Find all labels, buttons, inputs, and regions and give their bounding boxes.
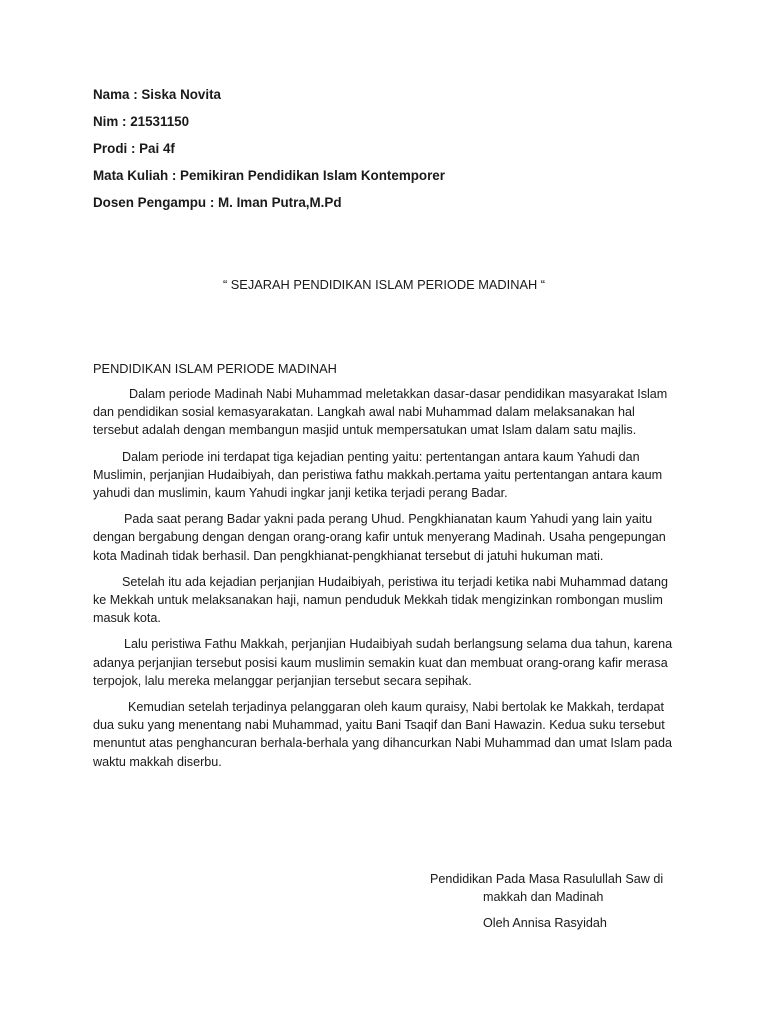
course-name: Mata Kuliah : Pemikiran Pendidikan Islam Kontemporer [93, 168, 445, 183]
student-name: Nama : Siska Novita [93, 87, 222, 102]
student-nim: Nim : 21531150 [93, 114, 190, 129]
source-title-line2: makkah dan Madinah [483, 890, 604, 905]
source-title-line1: Pendidikan Pada Masa Rasulullah Saw di [430, 872, 664, 886]
paragraph: Dalam periode ini terdapat tiga kejadian penting yaitu: pertentangan antara kaum Yahudi dan Muslimin, perjanjian Hudaibiyah, dan peristiwa fathu makkah.pertama yaitu pertentangan antara kaum yahudi dan muslimin, kaum Yahudi ingkar janji ketika terjadi perang Badar. [93, 449, 663, 501]
paragraph: Setelah itu ada kejadian perjanjian Hudaibiyah, peristiwa itu terjadi ketika nabi Muhammad datang ke Mekkah untuk melaksanakan haji, namun penduduk Mekkah tidak mengizinkan rombongan muslim masuk kota. [93, 574, 669, 626]
source-author: Oleh Annisa Rasyidah [483, 916, 607, 931]
section-heading: PENDIDIKAN ISLAM PERIODE MADINAH [93, 361, 337, 376]
paragraph: Dalam periode Madinah Nabi Muhammad meletakkan dasar-dasar pendidikan masyarakat Islam dan pendidikan sosial kemasyarakatan. Langkah awal nabi Muhammad dalam melaksanakan hal tersebut adalah dengan membangun masjid untuk mempersatukan umat Islam dalam satu majlis. [93, 387, 668, 438]
paragraph: Lalu peristiwa Fathu Makkah, perjanjian Hudaibiyah sudah berlangsung selama dua tahun, karena adanya perjanjian tersebut posisi kaum muslimin semakin kuat dan membuat orang-orang kafir merasa terpojok, lalu mereka melanggar perjanjian tersebut secara sepihak. [93, 637, 673, 688]
body-text [93, 385, 673, 779]
paragraph: Pada saat perang Badar yakni pada perang Uhud. Pengkhianatan kaum Yahudi yang lain yaitu dengan bergabung dengan dengan orang-orang kafir untuk menyerang Madinah. Usaha pengepungan kota Madinah tidak berhasil. Dan pengkhianat-pengkhianat tersebut di jatuhi hukuman mati. [93, 512, 666, 563]
paragraph: Kemudian setelah terjadinya pelanggaran oleh kaum quraisy, Nabi bertolak ke Makkah, terdapat dua suku yang menentang nabi Muhammad, yaitu Bani Tsaqif dan Bani Hawazin. Kedua suku tersebut menuntut atas penghancuran berhala-berhala yang dihancurkan Nabi Muhammad dan umat Islam pada waktu makkah diserbu. [93, 700, 672, 769]
student-info [93, 86, 653, 221]
student-prodi: Prodi : Pai 4f [93, 141, 175, 156]
document-title: “ SEJARAH PENDIDIKAN ISLAM PERIODE MADINAH “ [222, 277, 546, 292]
lecturer-name: Dosen Pengampu : M. Iman Putra,M.Pd [93, 195, 342, 210]
signature-block [430, 870, 690, 933]
